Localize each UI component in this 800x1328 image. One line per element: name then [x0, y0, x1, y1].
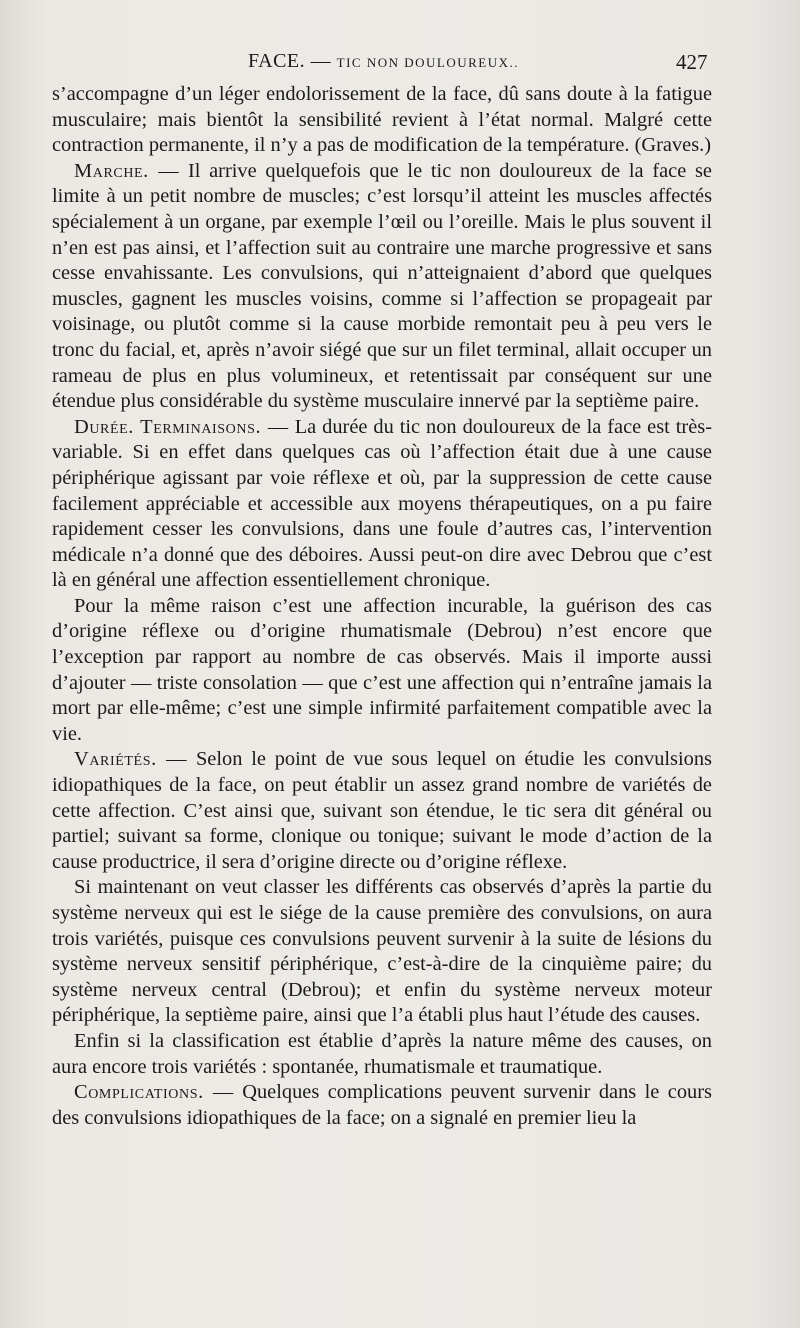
section-rubric-marche: Marche. — [74, 159, 180, 182]
body-text [52, 82, 712, 1131]
paragraph-duree [52, 415, 712, 594]
paragraph-text: Il arrive quelquefois que le tic non douloureux de la face se limite à un petit nombre de muscles; c’est lorsqu’il atteint les muscles affectés spécialement à un organe, par exemple l’œil ou l’oreille. Mais le plus souvent il n’en est pas ainsi, et l’affection suit au contraire une marche progressive et sans cesse envahissante. Les convulsions, qui n’atteignaient d’abord que quelques muscles, gagnent les muscles voisins, comme si l’affection se propageait par voisinage, ou plutôt comme si la cause morbide remontait peu à peu vers le tronc du facial, et, après n’avoir siégé que sur un filet terminal, allait occuper un rameau de plus en plus volumineux, et retentissait par conséquent sur une étendue plus considérable du système musculaire innervé par la septième paire. [52, 159, 712, 413]
paragraph-text: Quelques complications peuvent survenir dans le cours des convulsions idiopathiques de la face; on a signalé en premier lieu la [52, 1081, 712, 1129]
paragraph-marche [52, 159, 712, 415]
running-title [248, 50, 519, 73]
section-rubric-varietes: Variétés. — [74, 748, 188, 771]
paragraph-complications [52, 1080, 712, 1131]
paragraph-text: Si maintenant on veut classer les différents cas observés d’après la partie du système nerveux qui est le siége de la cause première des convulsions, on aura trois variétés, puisque ces convulsions peuvent survenir à la suite de lésions du système nerveux sensitif périphérique, c’est-à-dire de la cinquième paire; du système nerveux central (Debrou); et enfin du système nerveux moteur périphérique, la septième paire, ainsi que l’a établi plus haut l’étude des causes. [52, 876, 712, 1027]
running-title-main: FACE. [248, 50, 306, 72]
paragraph-classification-causes [52, 1029, 712, 1080]
section-rubric-duree: Durée. Terminaisons. — [74, 415, 289, 438]
paragraph-classification-nerveux [52, 875, 712, 1029]
paragraph-text: Pour la même raison c’est une affection incurable, la guérison des cas d’origine réflexe ou d’origine rhumatismale (Debrou) n’est encore que l’exception par rapport au nombre de cas observés. Mais il importe aussi d’ajouter — triste consolation — que c’est une affection qui n’entraîne jamais la mort par elle-même; c’est une simple infirmité parfaitement compatible avec la vie. [52, 594, 712, 745]
paragraph-text: Selon le point de vue sous lequel on étudie les convulsions idiopathiques de la face, on peut établir un assez grand nombre de variétés de cette affection. C’est ainsi que, suivant son étendue, le tic sera dit général ou partiel; suivant sa forme, clonique ou tonique; suivant le mode d’action de la cause productrice, il sera d’origine directe ou d’origine réflexe. [52, 748, 712, 873]
page-number: 427 [676, 50, 708, 74]
paragraph-incurable [52, 594, 712, 748]
paragraph-text: La durée du tic non douloureux de la face est très-variable. Si en effet dans quelques cas où l’affection était due à une cause périphérique agissant par voie réflexe et où, par la suppression de cette cause facilement appréciable et accessible aux moyens thérapeutiques, on a pu faire rapidement cesser les convulsions, dans une foule d’autres cas, l’intervention médicale n’a donné que des déboires. Aussi peut-on dire avec Debrou que c’est là en général une affection essentiellement chronique. [52, 415, 712, 592]
section-rubric-complications: Complications. — [74, 1081, 234, 1104]
page-header [0, 50, 800, 76]
paragraph-varietes [52, 747, 712, 875]
running-title-separator: — [310, 50, 332, 72]
paragraph-text: s’accompagne d’un léger endolorissement de la face, dû sans doute à la fatigue musculaire; mais bientôt la sensibilité revient à l’état normal. Malgré cette contraction permanente, il n’y a pas de modification de la température. (Graves.) [52, 83, 712, 157]
running-title-sub: TIC NON DOULOUREUX.. [336, 55, 520, 70]
paragraph-text: Enfin si la classification est établie d’après la nature même des causes, on aura encore trois variétés : spontanée, rhumatismale et traumatique. [52, 1029, 712, 1078]
paragraph-continuation [52, 82, 712, 159]
